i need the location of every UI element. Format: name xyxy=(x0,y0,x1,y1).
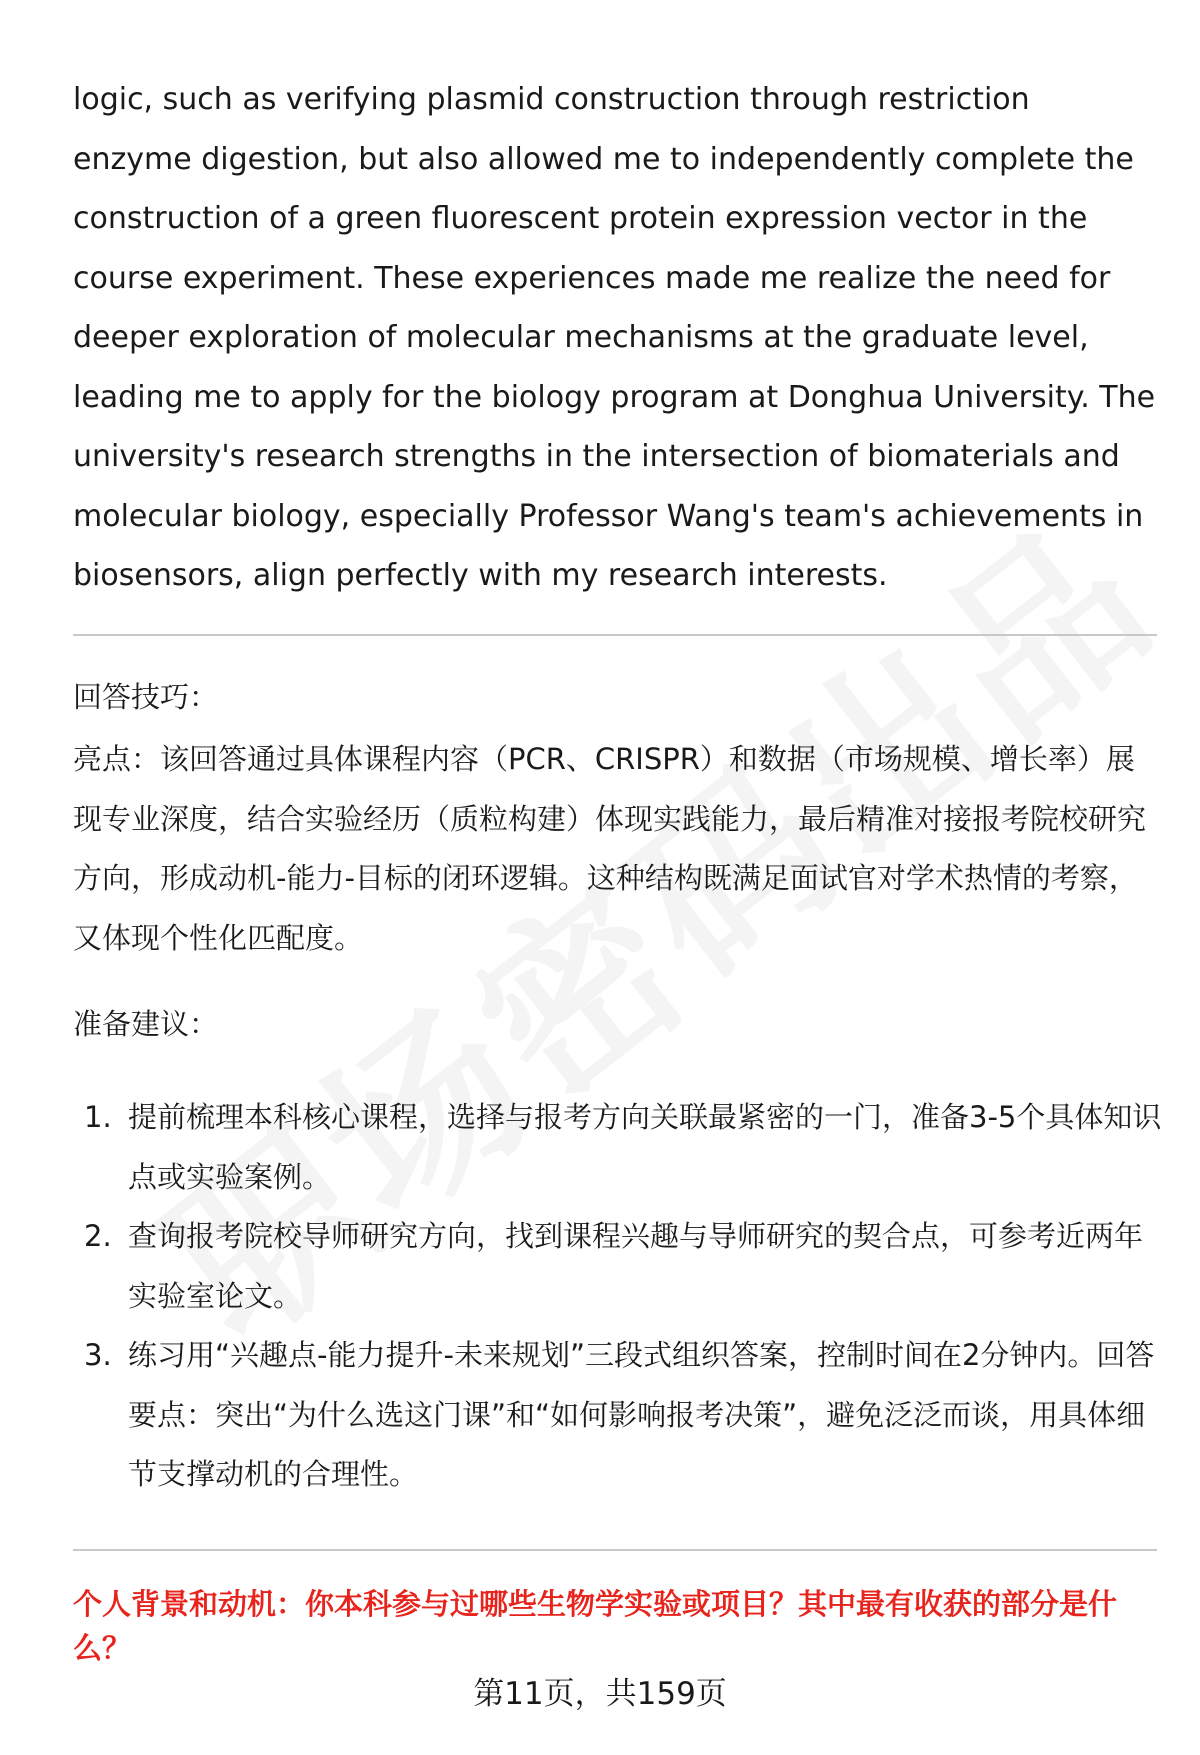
suggestion-text: 提前梳理本科核心课程，选择与报考方向关联最紧密的一门，准备3-5个具体知识点或实验案例。 xyxy=(128,1100,1162,1194)
highlight-paragraph: 亮点：该回答通过具体课程内容（PCR、CRISPR）和数据（市场规模、增长率）展现专业深度，结合实验经历（质粒构建）体现实践能力，最后精准对接报考院校研究方向，形成动机-能力-目标的闭环逻辑。这种结构既满足面试官对学术热情的考察，又体现个性化匹配度。 xyxy=(73,742,1147,955)
suggestion-number: 1. xyxy=(84,1100,112,1134)
next-question-heading: 个人背景和动机：你本科参与过哪些生物学实验或项目？其中最有收获的部分是什么？ xyxy=(73,1587,1118,1665)
suggestion-number: 3. xyxy=(84,1338,112,1372)
suggestion-text: 练习用“兴趣点-能力提升-未来规划”三段式组织答案，控制时间在2分钟内。回答要点：突出“为什么选这门课”和“如何影响报考决策”，避免泛泛而谈，用具体细节支撑动机的合理性。 xyxy=(128,1338,1155,1491)
page-footer: 第11页，共159页 xyxy=(473,1676,727,1712)
suggestion-item xyxy=(73,1207,1163,1326)
intro-paragraph: logic, such as verifying plasmid construction through restriction enzyme digestion, but also allowed me to independently complete the construction of a green fluorescent protein expression vector in the course experiment. These experiences made me realize the need for deeper exploration of molecular mechanisms at the graduate level, leading me to apply for the biology program at Donghua University. The university's research strengths in the intersection of biomaterials and molecular biology, especially Professor Wang's team's achievements in biosensors, align perfectly with my research interests. xyxy=(73,82,1156,593)
suggestion-item xyxy=(73,1326,1163,1505)
section-divider xyxy=(73,1549,1157,1551)
section-divider xyxy=(73,634,1157,636)
prep-label: 准备建议： xyxy=(73,1007,219,1041)
suggestion-text: 查询报考院校导师研究方向，找到课程兴趣与导师研究的契合点，可参考近两年实验室论文。 xyxy=(128,1219,1144,1313)
tips-label: 回答技巧： xyxy=(73,680,219,714)
suggestion-list xyxy=(73,1088,1163,1505)
suggestion-number: 2. xyxy=(84,1219,112,1253)
suggestion-item xyxy=(73,1088,1163,1207)
